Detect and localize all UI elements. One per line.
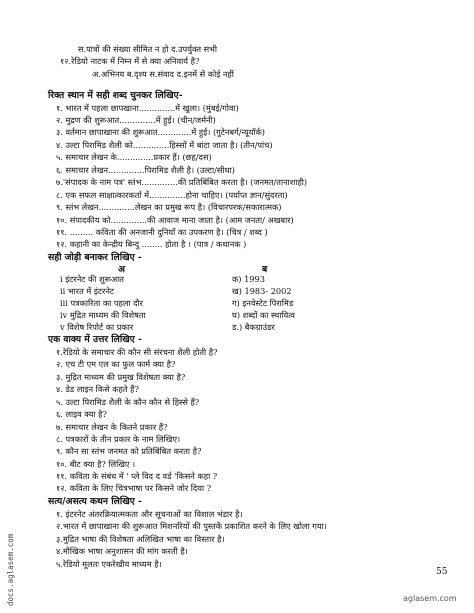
- question-item: ४. डेड लाइन किसे कहते हैं?: [56, 384, 139, 394]
- question-item: ७. समाचार लेखन के कितने प्रकार हैं?: [56, 422, 168, 432]
- column-a-label: अ: [118, 264, 126, 275]
- match-row-b: क) 1993: [232, 274, 265, 284]
- statement-item: १. इंटरनेट अंतरक्रियात्मकता और सूचनाओं का विशाल भंडार है।: [56, 509, 243, 519]
- side-watermark: docs.aglasem.com: [6, 533, 15, 606]
- column-b-label: ब: [262, 264, 268, 275]
- question-item: ११. कविता के संबंध में ' प्ले विद द वर्ड 'किसने कहा ?: [56, 471, 218, 481]
- match-row-b: ड.) बैकग्राउंडर: [232, 322, 275, 332]
- question-item: ९. कौन सा स्तंभ जनमत को प्रतिबिंबित करता है?: [56, 446, 202, 456]
- match-row-a: v विशेष रिपोर्ट का प्रकार: [60, 322, 134, 332]
- fill-blank-item: १०. संपादकीय को..............की आवाज माना जाता है। (आम जनता/ अखबार): [56, 215, 294, 225]
- match-row-a: iii पत्रकारिता का पहला दौर: [60, 298, 143, 308]
- fill-blank-item: ३. वर्तमान छापाखाना की शुरूआत.............में हुई। (गुटेनबर्ग/न्यूयॉर्क): [56, 127, 265, 137]
- fill-blanks-heading: रिक्त स्थान में सही शब्द चुनकर लिखिए-: [48, 90, 183, 101]
- question-item: ३. मुद्रित माध्यम की प्रमुख विशेषता क्या है?: [56, 372, 186, 382]
- fill-blank-item: १२. कहानी का केन्द्रीय बिन्दु ........ होता है । (पात्र / कथानक ): [56, 239, 247, 249]
- one-sentence-heading: एक वाक्य में उत्तर लिखिए -: [48, 334, 142, 345]
- statement-item: ३.मुद्रित भाषा की विशेषता अलिखित भाषा का विस्तार है।: [56, 534, 225, 544]
- question-item: १.रेडियो के समाचार की कौन सी संरचना शैली होती है?: [56, 347, 218, 357]
- fill-blank-item: १. भारत में पहला छापखाना..............में खुला। (मुंबई/गोवा): [56, 103, 239, 113]
- match-row-b: घ) शब्दों का स्थायित्व: [232, 310, 295, 320]
- fill-blank-item: ४. उल्टा पिरामिड शैली को..............हिस्सों में बांटा जाता है। (तीन/पांच): [56, 140, 273, 150]
- question-item: ६. लाइव क्या है?: [56, 409, 107, 419]
- match-row-a: iv मुद्रित माध्यम की विशेषता: [60, 310, 146, 320]
- fill-blank-item: २. मुद्रण की शुरूआत..............में हुई। (चीन/जर्मनी): [56, 115, 216, 125]
- question-item: १२. कविता के लिए चित्रभाषा पर किसने जोर दिया ?: [56, 483, 212, 493]
- match-heading: सही जोड़ी बनाकर लिखिए -: [48, 252, 142, 263]
- question-item: १०. बीट क्या है? लिखिए ।: [56, 459, 136, 469]
- fill-blank-item: ७.'संपादक के नाम पत्र' स्तंभ..............की प्रतिबिंबित करता है। (जनमत/तानाशाही): [56, 177, 308, 187]
- question-12: १२.रेडियो नाटक में निम्न में से क्या अनिवार्य है?: [60, 56, 200, 66]
- option-line-11: स.पात्रों की संख्या सीमित न हो द.उपर्युक्त सभी: [78, 44, 218, 54]
- question-item: २. एच टी एम एल का फुल फार्म क्या है?: [56, 359, 176, 369]
- site-footer: aglasem.com: [403, 594, 457, 603]
- fill-blank-item: ६. समाचार लेखन..............पिरामिड शैली है। (उल्टा/सीधा): [56, 165, 235, 175]
- statement-item: ५.रेडियो मूलतः एकरेखीय माध्यम है।: [56, 559, 162, 569]
- true-false-heading: सत्य/असत्य कथन लिखिए -: [48, 496, 142, 507]
- fill-blank-item: ९. स्तंभ लेखन..............लेखन का प्रमुख रूप है। (विचारपरक/सकारात्मक): [56, 202, 282, 212]
- statement-item: ४.मौखिक भाषा अनुशासन की मांग करती है।: [56, 546, 188, 556]
- fill-blank-item: ११. ......... कविता की अनजानी दुनियाँ का उपकरण है। (चित्र / शब्द ): [56, 227, 268, 237]
- statement-item: २.भारत में छापाखाना की शुरूआत मिशनरियों की पुस्तकें प्रकाशित करने के लिए खोला गया।: [56, 521, 327, 531]
- page-number: 55: [436, 567, 448, 577]
- fill-blank-item: ८. एक सफल साक्षात्कारकर्ता में..............होना चाहिए। (पर्याप्त ज्ञान/सुंदरता): [56, 190, 288, 200]
- match-row-a: i इंटरनेट की शुरूआत: [60, 274, 124, 284]
- question-item: ८. पत्रकारों के तीन प्रकार के नाम लिखिए।: [56, 434, 181, 444]
- options-question-12: अ.अभिनय ब.दृश्य स.संवाद द.इनमें से कोई नहीं: [92, 69, 234, 79]
- match-row-b: ग) इनवेस्टेट पिरामिड: [232, 298, 294, 308]
- fill-blank-item: ५. समाचार लेखन के..............प्रकार हैं। (छह/दस): [56, 152, 212, 162]
- question-item: ५. उल्टा पिरामिड शैली के कौन कौन से हिस्से हैं?: [56, 397, 200, 407]
- match-row-b: ख) 1983- 2002: [232, 286, 292, 296]
- match-row-a: ii भारत में इंटरनेट: [60, 286, 114, 296]
